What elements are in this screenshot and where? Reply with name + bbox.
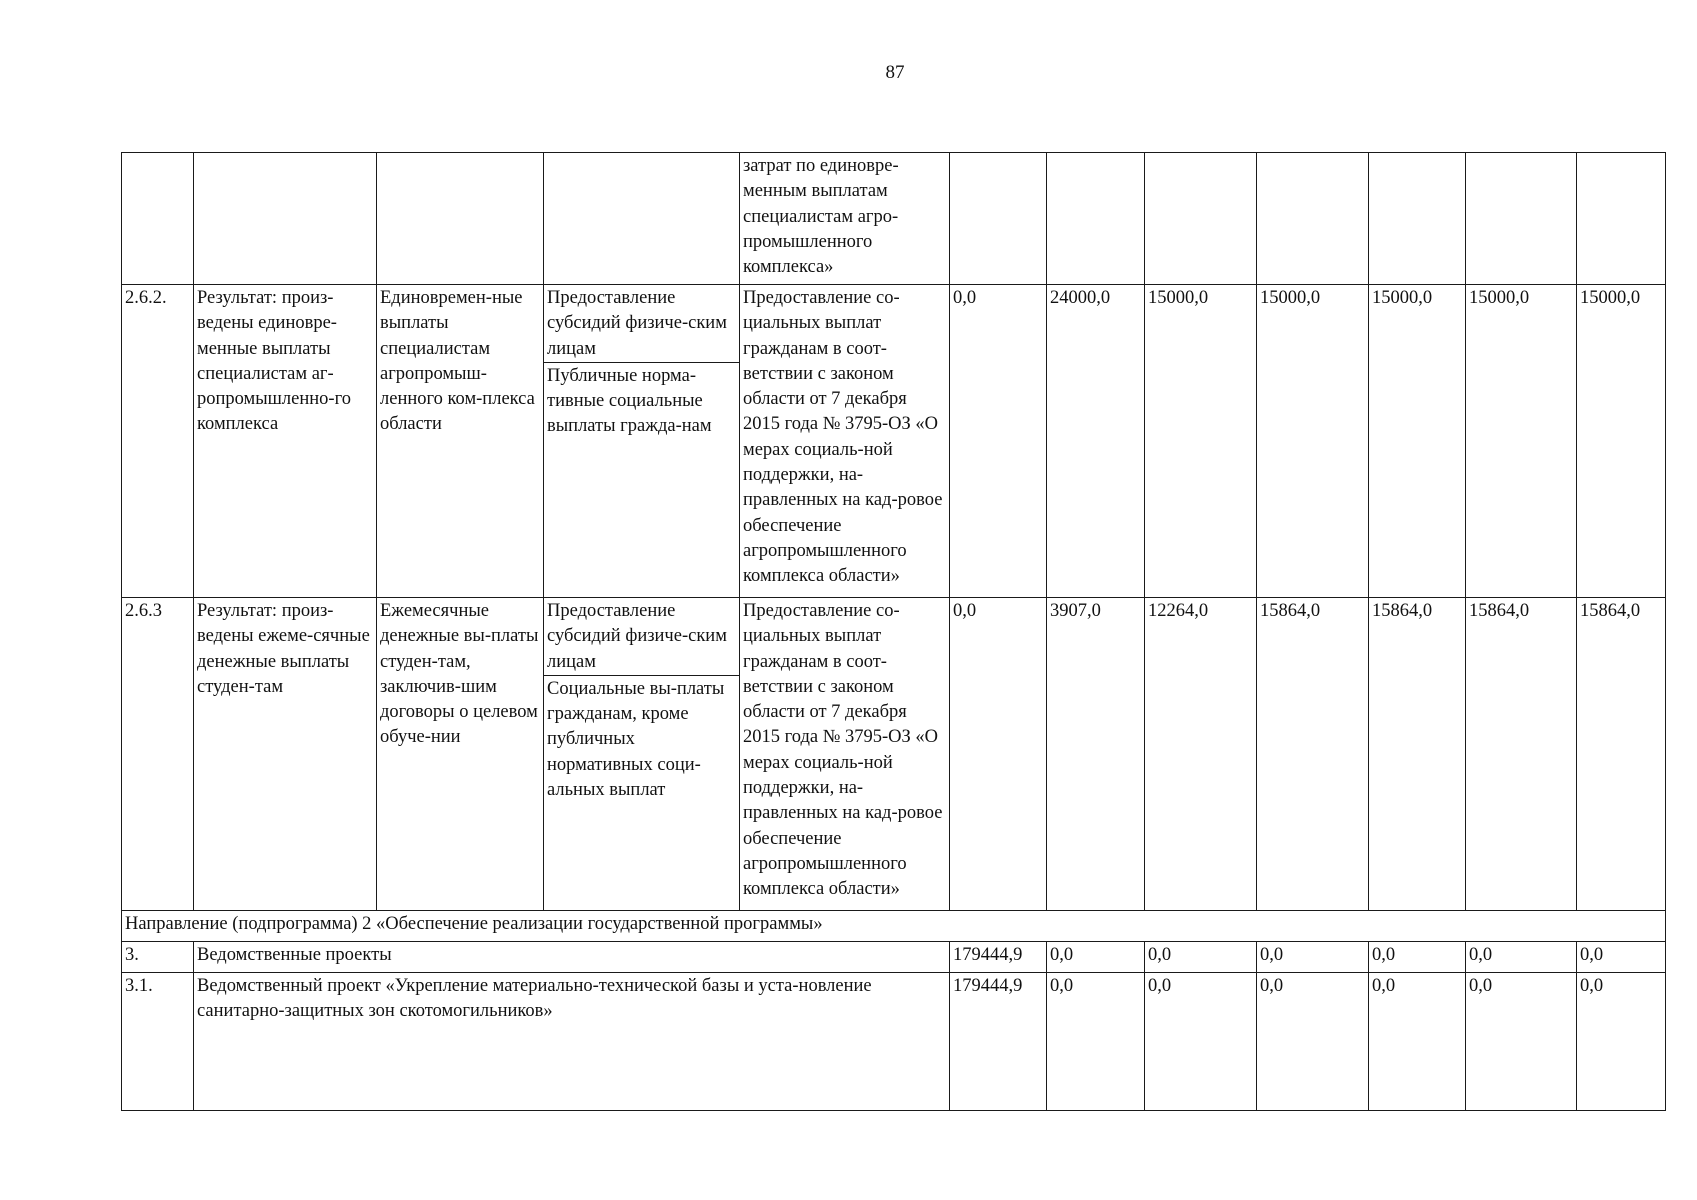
table-row — [122, 153, 1666, 285]
cell-type — [544, 153, 740, 285]
cell-number: 2.6.2. — [122, 285, 194, 598]
cell-number — [122, 153, 194, 285]
cell-type — [544, 598, 740, 911]
table-row — [122, 598, 1666, 911]
cell-value: 0,0 — [1466, 973, 1577, 1111]
cell-value: 0,0 — [950, 285, 1047, 598]
direction-heading: Направление (подпрограмма) 2 «Обеспечение реализации государственной программы» — [122, 911, 1666, 942]
cell-value: 24000,0 — [1047, 285, 1145, 598]
page-number: 87 — [885, 62, 905, 83]
cell-value: 0,0 — [1257, 973, 1369, 1111]
cell-number: 3. — [122, 942, 194, 973]
cell-value: 0,0 — [1369, 942, 1466, 973]
cell-value: 0,0 — [1577, 942, 1666, 973]
cell-type — [544, 285, 740, 598]
cell-value — [1466, 153, 1577, 285]
cell-measure — [377, 153, 544, 285]
table-row — [122, 285, 1666, 598]
cell-value — [1577, 153, 1666, 285]
cell-value — [1145, 153, 1257, 285]
cell-number: 2.6.3 — [122, 598, 194, 911]
table-row — [122, 942, 1666, 973]
cell-value — [950, 153, 1047, 285]
cell-value: 15864,0 — [1577, 598, 1666, 911]
cell-value: 0,0 — [1047, 942, 1145, 973]
cell-value: 15864,0 — [1466, 598, 1577, 911]
table-row — [122, 973, 1666, 1111]
type-bottom: Социальные вы-платы гражданам, кроме публичных нормативных соци-альных выплат — [544, 675, 739, 803]
type-top: Предоставление субсидий физиче-ским лицам — [547, 601, 727, 672]
type-top: Предоставление субсидий физиче-ским лицам — [547, 288, 727, 359]
cell-value: 15864,0 — [1257, 598, 1369, 911]
cell-value: 15000,0 — [1466, 285, 1577, 598]
table-row — [122, 911, 1666, 942]
type-bottom: Публичные норма-тивные социальные выплаты гражда-нам — [544, 362, 739, 440]
cell-value: 12264,0 — [1145, 598, 1257, 911]
cell-value: 0,0 — [1145, 942, 1257, 973]
cell-value: 0,0 — [1369, 973, 1466, 1111]
cell-value: 15000,0 — [1577, 285, 1666, 598]
cell-project-name: Ведомственные проекты — [194, 942, 950, 973]
cell-value: 15864,0 — [1369, 598, 1466, 911]
cell-result: Результат: произ-ведены единовре-менные выплаты специалистам аг-ропромышленно-го комплекса — [194, 285, 377, 598]
cell-value: 0,0 — [1145, 973, 1257, 1111]
cell-value: 3907,0 — [1047, 598, 1145, 911]
cell-value: 0,0 — [1577, 973, 1666, 1111]
cell-value: 15000,0 — [1257, 285, 1369, 598]
cell-value: 0,0 — [950, 598, 1047, 911]
cell-value: 0,0 — [1047, 973, 1145, 1111]
cell-result — [194, 153, 377, 285]
cell-value — [1257, 153, 1369, 285]
cell-number: 3.1. — [122, 973, 194, 1111]
cell-value: 15000,0 — [1369, 285, 1466, 598]
cell-value: 0,0 — [1466, 942, 1577, 973]
cell-project-name: Ведомственный проект «Укрепление материально-технической базы и уста-новление санитарно-защитных зон скотомогильников» — [194, 973, 950, 1111]
cell-value — [1369, 153, 1466, 285]
cell-value: 15000,0 — [1145, 285, 1257, 598]
cell-measure: Единовремен-ные выплаты специалистам агропромыш-ленного ком-плекса области — [377, 285, 544, 598]
cell-result: Результат: произ-ведены ежеме-сячные денежные выплаты студен-там — [194, 598, 377, 911]
cell-basis: Предоставление со-циальных выплат гражданам в соот-ветствии с законом области от 7 декабря 2015 года № 3795-ОЗ «О мерах социаль-ной поддержки, на-правленных на кад-ровое обеспечение агропромышленного комплекса области» — [740, 285, 950, 598]
budget-table — [121, 152, 1666, 1111]
cell-value — [1047, 153, 1145, 285]
cell-value: 179444,9 — [950, 973, 1047, 1111]
cell-measure: Ежемесячные денежные вы-платы студен-там, заключив-шим договоры о целевом обуче-нии — [377, 598, 544, 911]
cell-value: 0,0 — [1257, 942, 1369, 973]
cell-value: 179444,9 — [950, 942, 1047, 973]
cell-basis: затрат по единовре-менным выплатам специалистам агро-промышленного комплекса» — [740, 153, 950, 285]
cell-basis: Предоставление со-циальных выплат гражданам в соот-ветствии с законом области от 7 декабря 2015 года № 3795-ОЗ «О мерах социаль-ной поддержки, на-правленных на кад-ровое обеспечение агропромышленного комплекса области» — [740, 598, 950, 911]
